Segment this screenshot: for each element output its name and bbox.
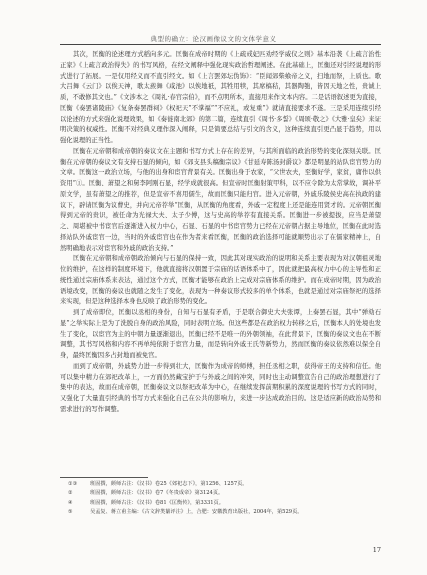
footnote [60,489,381,498]
footnote [60,499,381,508]
footnote-rule [60,477,148,478]
footnote [60,480,381,489]
page-number: 17 [372,546,381,554]
paragraph: 匡衡在元帝朝和成帝朝的奏议文在主题和书写方式上存在的差异，与其所面临的政治形势的变化深刻关联。匡衡在元帝朝的奏议文有支持石显的倾向，如《郊支县头稿衡宗议》《甘延寿陈汤封爵议》都是明显的站队宦官势力的文章。匡衡这一政治立场，与他的出身和宦官背景有关。匡衡出身于农家，“父世农夫，至衡好学，家贫，庸作以供资用”①。匡衡、萧望之和舅李阿刚石显，经学成就很高。但宣帝时匡衡射策甲科，以不应令除为太常掌故，调补平原文学，虽有萧望之的推荐，但是宣帝不喜用儒生，故而匡衡只能归官。进入元帝朝，外戚乐陵侯史高在执政的建议下，辟请匡衡为议曹史，并向元帝荐举“匡衡，从匡衡的角度看，外戚一定程度上还是能连用贤才的。元帝朝匡衡得到元帝的贵识，被任命为光禄大夫、太子少傅，这与史高的举荐有直接关系。匡衡进一步被提拔，应当是萧望之、周堪被中书宦官后逐渐进入权力中心，石显、石显的中书宦官势力已经在元帝朝占据主导地位，匡衡在此时选择站队外戚宦官一边，当时的外戚宦官也在作为者来看匡衡，匡衡的政治选择可能就顺势出示了在儒家精神上，自然明确地表示对宦官和外戚的政治支持。” [60,147,381,252]
footnote-text: 班固撰，颜师古注：《汉书》卷7《冬贵成帝》第3124页。 [90,490,224,497]
running-header: 典型的确立：论汉画像议文的文体学意义 [150,35,277,43]
paragraph: 而到了成帝朝，外戚势力进一步得到壮大，匡衡作为成帝的师傅，担任丞相之职，获得帝王的支持和信任。他可以集中精力在郊祀改革上，一方面仍然藏宝护于与外戚之间的冲突，同时也主动调整宣告自己的政治理想进行了集中的表达，故而在成帝朝，匡衡奏议文以祭祀改革为中心，在继续发挥前期积累的深度说理的书写方式的同时，又强化了大量直引经典的书写方式来强化自己在公共的影响力，来进一步达成政治目的。这是适应新的政治局势和需求进行的写作调整。 [60,362,381,413]
body-text [60,50,381,416]
footnote-mark: ④ [68,499,73,506]
paragraph: 匡衡在元帝朝和成帝朝政治倾向与石显的保持一致，因此其对现实政治的说明和关系主要表现为对汉朝祖灵地位的维护，在这样的制度环境下，他就直接将汉朝置于宗庙的话语体系中了，因此就把最高权力中心的主导性和正统性通过宗庙体系来表达，通过这个方式，匡衡才能够在政治上完成对宗庙体系的维护。而在成帝时期，因为政治语境改变，匡衡的奏议也就随之发生了变化，表现为一种奏议形式较多的单个体系，也就是通过对宗庙祭祀的选择来实现，但是这种选择本身也反映了政治形势的变化。 [60,255,381,306]
footnotes [60,480,381,518]
footnote [60,508,381,517]
footnote-text: 班固撰，颜师古注：《汉书》卷25《郊祀志下》，第1256、1257页。 [90,481,248,487]
footnote-text: 吴孟复、蒋立甫主编：《古文辞类纂评注》上，合肥：安徽教育出版社，2004年，第529页。 [90,509,303,516]
footnote-mark: ② [68,490,73,497]
header-rule [60,44,381,45]
footnote-mark: ⑤ [68,509,73,516]
paragraph: 其次，匡衡的论述理方式稻向多元。匡衡在成帝时期的《上疏戒妃匹劝经学威仪之则》基本沿袭《上疏言治性正家》《上疏言政治得失》的书写风格，在经文阐释中强化现实政治哲理阐述。在此基础上，匡衡还对引经说理的形式进行了拓展。一是仅用经义而不直引经文。如《上言罢郊坛伪饰》：“臣闻郊柴飨帝之义，扫地而祭，上质也。歌大吕舞《云门》以俟天神，歌太蔟舞《咸池》以俟地祇，其牲用犊，其席槁秸，其器陶匏，皆因天地之性，贵诚上质，不敢修其文也。”《文涉本之《周礼·春官宗伯》，而不点明所本，直接用来作文本内容。二是话语叙述更为直接，匡衡《奏罢诸陵庙》《复条奏罢群祠》《权祀天”不掌福”“不应礼，或复重”》就请直接要求不遂。三是采用连续引经以论述的方式来强化说理效果，如《奏徙南北郊》的第二篇，连续直引《周书·多誓》《周颂·敬之》《大雅·皇矣》来证明决策的权威性。匡衡不对经典义理作深入阐释，只是简要总结与引文的含义，这种连续直引更凸显于趋势，用以强化说理的正当性。 [60,51,381,144]
footnote-text: 班固撰，颜师古注：《汉书》卷81《匡衡传》，第3331页。 [90,499,224,506]
paragraph: 到了成帝即位，匡衡以丞相的身份，自知与石显有矛盾，于是联合御史大夫张谭，上奏罢石显，其中“弹劾石显”之举实际上是为了洗脱自身的政治风险，同时表明立场。但这些都是在政治权力转移之后，匡衡本人的处境也发生了变化，以宦官为主的中朝力量逐渐退出，匡衡已经不是唯一的外朝领袖，在此背景下，匡衡的奏议文也在不断调整，其书写风格和内容不再单纯依附于宦官力量，而是转向外戚王氏等新势力，然而匡衡的奏议依然难以保全自身，最终匡衡因多占封地而被免官。 [60,309,381,359]
footnote-mark: ①③ [68,481,78,487]
